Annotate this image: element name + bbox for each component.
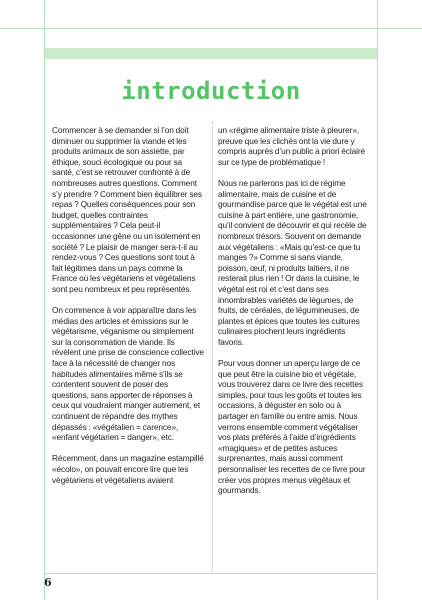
paragraph-3: Récemment, dans un magazine estampillé «écolo», on pouvait encore lire que les végétariens et végétaliens avaient <box>52 453 204 485</box>
title-band <box>44 48 378 59</box>
page-number: 6 <box>44 576 52 589</box>
paragraph-5: Nous ne parlerons pas ici de régime alimentaire, mais de cuisine et de gourmandise parce que le végétal est une cuisine à part entière, une gastronomie, qu’il convient de découvrir et qui recèle de nombreux trésors. Souvent on demande aux végétaliens : «Mais qu’est-ce que tu manges ?» Comme si sans viande, poisson, œuf, ni produits laitiers, il ne resterait plus rien ! Or dans la cuisine, le végétal est roi et c’est dans ses innombrables variétés de légumes, de fruits, de céréales, de légumineuses, de plantes et épices que toutes les cultures culinaires piochent leurs ingrédients favoris. <box>218 177 367 347</box>
left-text-column <box>52 125 204 496</box>
paragraph-4: un «régime alimentaire triste à pleurer», preuve que les clichés ont la vie dure y compris auprès d’un public a priori éclairé sur ce type de problématique ! <box>218 125 366 167</box>
paragraph-1: Commencer à se demander si l’on doit diminuer ou supprimer la viande et les produits animaux de son assiette, par éthique, souci écologique ou pour sa santé, c’est se retrouver confronté à de nombreuses autres questions. Comment s’y prendre ? Comment bien équilibrer ses repas ? Quelles conséquences pour son budget, quelles contraintes supplémentaires ? Cela peut-il occasionner une gêne ou un isolement en société ? Le plaisir de manger sera-t-il au rendez-vous ? Ces questions sont tout à fait légitimes dans un pays comme la France où les végétariens et végétaliens sont peu nombreux et peu représentés. <box>52 125 202 294</box>
right-text-column <box>218 125 370 506</box>
page-title: introduction <box>121 77 301 105</box>
bottom-rule <box>44 573 378 574</box>
paragraph-2: On commence à voir apparaître dans les médias des articles et émissions sur le végétarisme, véganisme ou simplement sur la consommation de viande. Ils révèlent une prise de conscience collective face à la nécessité de changer nos habitudes alimentaires même s’ils se contentent souvent de poser des questions, sans apporter de réponses à ceux qui voudraient manger autrement, et continuent de répandre des mythes dépassés : «végétalien = carence», «enfant végétarien = danger», etc. <box>52 305 204 443</box>
top-rule <box>0 28 422 29</box>
column-divider <box>212 122 213 572</box>
paragraph-6: Pour vous donner un aperçu large de ce que peut être la cuisine bio et végétale, vous trouverez dans ce livre des recettes simples, pour tous les goûts et toutes les occasions, à déguster en solo ou à partager en famille ou entre amis. Nous verrons ensemble comment végétaliser vos plats préférés à l’aide d’ingrédients «magiques» et de petites astuces surprenantes, mais aussi comment personnaliser les recettes de ce livre pour créer vos propres menus végétaux et gourmands. <box>218 358 366 496</box>
